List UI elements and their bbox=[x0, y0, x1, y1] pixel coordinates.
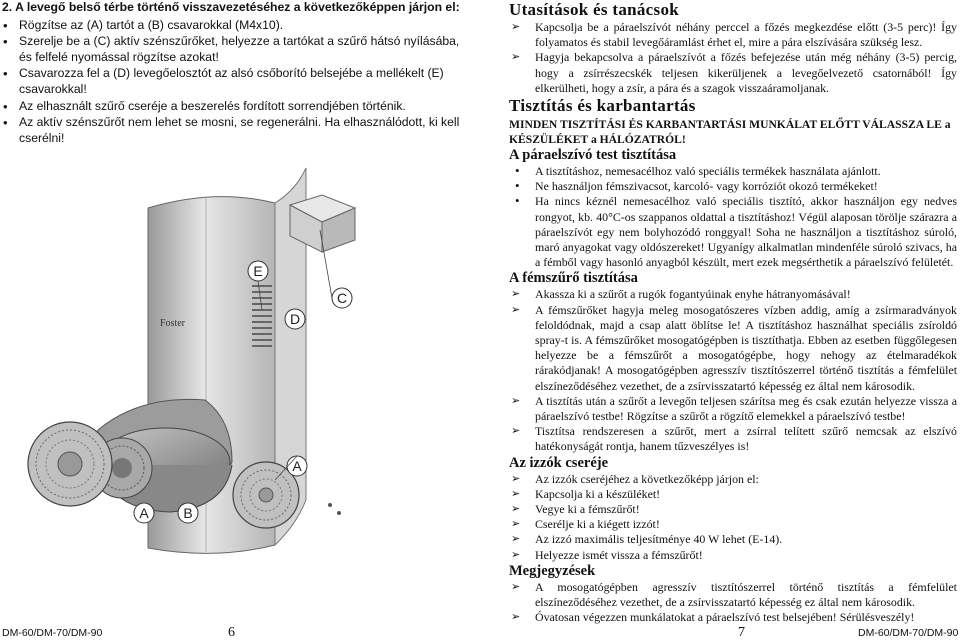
section-title-instructions: Utasítások és tanácsok bbox=[509, 0, 680, 19]
list-item: ➢ Cserélje ki a kiégett izzót! bbox=[509, 517, 957, 532]
left-list-item: • Az elhasznált szűrő cseréje a beszerelés fordított sorrendjében történik. bbox=[0, 99, 462, 115]
brand-logo: Foster bbox=[160, 318, 185, 329]
list-item: ➢ Hagyja bekapcsolva a páraelszívót a főzés befejezése után még néhány (3-5) percig, hogy a zsírrészecskék teljesen kikerüljenek a levegőelvezető csatornából! Így elkerülheti, hogy a zsír, a pára és a szagok visszaáramoljanak. bbox=[509, 50, 957, 96]
label-c bbox=[332, 288, 352, 308]
list-item: • Ha nincs kéznél nemesacélhoz való speciális tisztító, akkor használjon egy nedves rongyot, kb. 40°C-os szappanos oldattal a tisztításhoz! Végül alaposan törölje szárazra a páraelszívót egy nem bolyhozódó ronggyal! Soha ne használjon a tisztításhoz súroló, maró anyagokat vagy oldószereket! Ugyanígy alkalmatlan mindenféle súroló szivacs, ha a fémből vagy hasonló anyagból készült, mert ezek megsérthetik a páraelszívó felületét. bbox=[509, 194, 957, 270]
footer-model-right: DM-60/DM-70/DM-90 bbox=[858, 627, 959, 639]
list-item: ➢ A mosogatógépben agresszív tisztítószerrel történő tisztítás a fémfelület elszíneződéséhez vezethet, de a zsírvisszatartó képesség ez által nem károsodik. bbox=[509, 580, 957, 610]
notes-list bbox=[509, 580, 957, 626]
list-item: ➢ Akassza ki a szűrőt a rugók fogantyúinak enyhe hátranyomásával! bbox=[509, 287, 957, 302]
list-item: ➢ Az izzó maximális teljesítménye 40 W lehet (E-14). bbox=[509, 532, 957, 547]
label-a-right bbox=[287, 456, 307, 476]
left-list-item: • Szerelje be a (C) aktív szénszűrőket, helyezze a tartókat a szűrő hátsó nyílásába, és felfelé nyomással rögzítse azokat! bbox=[0, 34, 462, 65]
list-item: • Ne használjon fémszivacsot, karcoló- vagy korróziót okozó termékeket! bbox=[509, 179, 957, 194]
screw-icon bbox=[337, 511, 341, 515]
left-heading: 2. A levegő belső térbe történő visszavezetéséhez a következőképpen járjon el: bbox=[2, 0, 460, 14]
list-item: ➢ Az izzók cseréjéhez a következőképp járjon el: bbox=[509, 472, 957, 487]
section-title-metal-filter: A fémszűrő tisztítása bbox=[509, 270, 638, 287]
list-item: ➢ Tisztítsa rendszeresen a szűrőt, mert a zsírral telített szűrő nemcsak az elszívó hatékonyságát rontja, hanem tűzveszélyes is! bbox=[509, 424, 957, 454]
metal-filter-list bbox=[509, 287, 957, 454]
left-list-item: • Rögzítse az (A) tartót a (B) csavarokkal (M4x10). bbox=[0, 18, 462, 34]
page-number-right: 7 bbox=[738, 625, 745, 640]
svg-text:C: C bbox=[336, 290, 348, 306]
list-item: ➢ Kapcsolja ki a készüléket! bbox=[509, 487, 957, 502]
list-item: ➢ Vegye ki a fémszűrőt! bbox=[509, 502, 957, 517]
svg-text:E: E bbox=[253, 263, 263, 279]
motor-unit bbox=[92, 399, 232, 512]
warning-text: MINDEN TISZTÍTÁSI ÉS KARBANTARTÁSI MUNKÁLAT ELŐTT VÁLASSZA LE a KÉSZÜLÉKET a HÁLÓZATRÓL! bbox=[509, 118, 951, 147]
section-title-notes: Megjegyzések bbox=[509, 562, 596, 579]
label-b bbox=[178, 503, 198, 523]
svg-text:A: A bbox=[292, 458, 302, 474]
instructions-list bbox=[509, 20, 957, 96]
label-d bbox=[285, 309, 305, 329]
svg-text:B: B bbox=[183, 505, 193, 521]
section-title-body-cleaning: A páraelszívó test tisztítása bbox=[509, 147, 677, 164]
bulbs-list bbox=[509, 472, 957, 563]
carbon-filter-left bbox=[28, 422, 112, 506]
left-list-item: • Csavarozza fel a (D) levegőelosztót az alsó csőborító belsejébe a mellékelt (E) csavarokkal! bbox=[0, 66, 462, 97]
page-number-left: 6 bbox=[228, 625, 235, 640]
list-item: ➢ Óvatosan végezzen munkálatokat a páraelszívó test belsejében! Sérülésveszély! bbox=[509, 610, 957, 625]
assembly-diagram bbox=[0, 0, 500, 600]
svg-text:A: A bbox=[139, 505, 149, 521]
right-column bbox=[509, 0, 957, 626]
list-item: ➢ Helyezze ismét vissza a fémszűrőt! bbox=[509, 548, 957, 563]
list-item: • A tisztításhoz, nemesacélhoz való speciális termékek használata ajánlott. bbox=[509, 164, 957, 179]
section-title-cleaning: Tisztítás és karbantartás bbox=[509, 96, 696, 116]
section-title-bulbs: Az izzók cseréje bbox=[509, 454, 609, 471]
list-item: ➢ A fémszűrőket hagyja meleg mosogatószeres vízben addig, amíg a zsírmaradványok feloldódnak, majd a csap alatt öblítse le! A tisztításhoz használhat speciális zsíroldó spray-t is. A fémszűrőket mosogatógépben is tisztíthatja. Ebben az esetben függőlegesen helyezze be a fémszűrőt a mosogatógépbe, hogy nehogy az ételmaradékok rárakódjanak! A mosogatógépben agresszív tisztítószerrel történő tisztítás a fémfelület elszíneződéséhez vezethet, de a zsírvisszatartó képesség ez által nem károsodik. bbox=[509, 303, 957, 394]
svg-text:D: D bbox=[289, 311, 301, 327]
body-cleaning-list bbox=[509, 164, 957, 270]
screw-icon bbox=[328, 503, 332, 507]
label-e bbox=[248, 261, 268, 281]
left-list-item: • Az aktív szénszűrőt nem lehet se mosni, se regenerálni. Ha elhasználódott, ki kell cserélni! bbox=[0, 115, 462, 146]
label-a-bottom bbox=[134, 503, 154, 523]
list-item: ➢ Kapcsolja be a páraelszívót néhány perccel a főzés megkezdése előtt (3-5 perc)! Így folyamatos és stabil levegőáramlást érhet el, mire a pára elszívására szükség lesz. bbox=[509, 20, 957, 50]
footer-model-left: DM-60/DM-70/DM-90 bbox=[2, 627, 103, 639]
list-item: ➢ A tisztítás után a szűrőt a levegőn teljesen szárítsa meg és csak ezután helyezze vissza a páraelszívó testbe! Rögzítse a szűrőt a rögzítő elemekkel a páraelszívó testbe! bbox=[509, 394, 957, 424]
